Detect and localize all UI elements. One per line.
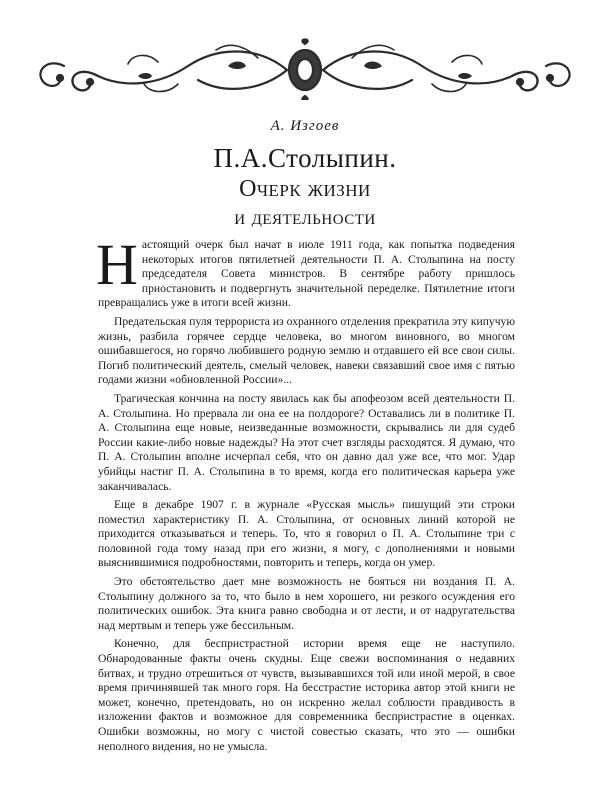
paragraph-3: Трагическая кончина на посту явилась как бы апофеозом всей деятельности П. А. Столыпина. Но прервала ли она ее на полдороге? Оставались ли в политике П. А. Столыпина еще новые, неизведанные возможности, скрывались ли для судеб России какие-либо новые надежды? На этот счет взгляды расходятся. Я думаю, что П. А. Столыпин вполне исчерпал себя, что он давно дал уже все, что мог. Удар убийцы настиг П. А. Столыпина в то время, когда его политическая карьера уже заканчивалась. <box>98 391 515 493</box>
title-line-3: и деятельности <box>234 204 376 229</box>
paragraph-1 <box>96 232 515 311</box>
title-line-2: Очерк жизни <box>239 176 371 202</box>
baroque-scroll-ornament-icon <box>28 36 582 100</box>
page-title <box>0 143 610 232</box>
paragraph-6: Конечно, для беспристрастной истории время еще не наступило. Обнародованные факты очень скудны. Еще свежи воспоминания о недавних битвах, и трудно отрешиться от чувств, вызывавшихся той или иной мерой, в свое время причинявшей так много горя. На бесстрастие историка автор этой книги не может, конечно, претендовать, но он искренно желал соблюсти правдивость в изложении фактов и возможное для современника беспристрастие в оценках. Ошибки возможны, но могу с чистой совестью сказать, что это — ошибки неполного видения, но не умысла. <box>98 637 515 753</box>
paragraph-5: Это обстоятельство дает мне возможность не бояться ни воздания П. А. Столыпину должного за то, что было в нем хорошего, ни резкого осуждения его политических ошибок. Эта книга равно свободна и от лести, и от надругательства над мертвым и теперь уже бессильным. <box>98 575 515 632</box>
author-name: А. Изгоев <box>270 118 340 134</box>
title-line-1: П.А.Столыпин. <box>213 143 397 173</box>
paragraph-4: Еще в декабре 1907 г. в журнале «Русская мысль» пишущий эти строки поместил характеристику П. А. Столыпина, от основных линий которой не приходится отказываться и теперь. То, что я говорил о П. А. Столыпине три с половиной года тому назад при его жизни, я могу, с дополнениями и новыми выяснившимися подробностями, повторить и теперь, когда он умер. <box>98 498 515 570</box>
paragraph-2: Предательская пуля террориста из охранного отделения прекратила эту кипучую жизнь, разбила горячее сердце человека, во многом виновного, во многом ошибавшегося, но горячо любившего родную землю и отдавшего ей все свои силы. Погиб политический деятель, смелый человек, навеки связавший свое имя с пятью годами жизни «обновленной России»... <box>98 314 515 387</box>
paragraph-1-text: астоящий очерк был начат в июле 1911 года, как попытка подведения некоторых итогов пятилетней деятельности П. А. Столыпина на посту председателя Совета министров. В сентябре работу пришлось приостановить и подвергнуть значительной переделке. Пятилетние итоги превращались уже в итоги всей жизни. <box>98 238 515 310</box>
article-body <box>96 232 515 758</box>
drop-cap: Н <box>96 232 138 297</box>
